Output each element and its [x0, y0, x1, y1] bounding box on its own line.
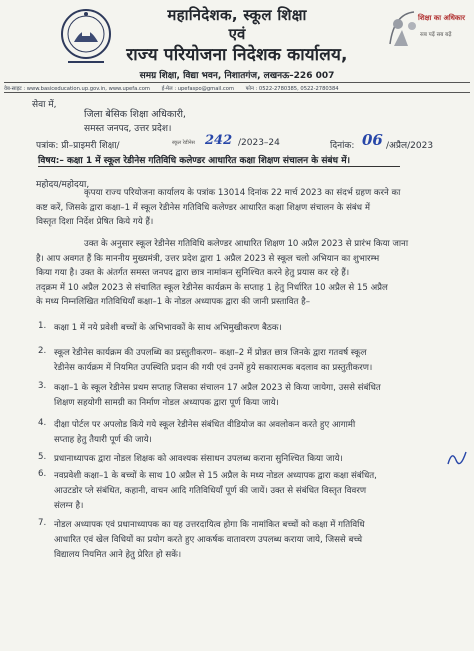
handwritten-initial-icon [446, 448, 468, 468]
date-rest: /अप्रैल/2023 [386, 141, 434, 151]
header-line-3: राज्य परियोजना निदेशक कार्यालय, [126, 45, 348, 65]
list-item-number: 6. [38, 469, 47, 479]
subject-line: विषय:– कक्षा 1 में स्कूल रेडीनेस गतिविधि कलेण्डर आधारित कक्षा शिक्षण संचालन के संबंध में। [38, 156, 351, 166]
date-label: दिनांक: [330, 141, 355, 151]
list-item-number: 3. [38, 381, 47, 391]
list-item-line: सप्ताह हेतु तैयारी पूर्ण की जाये। [54, 435, 152, 445]
recipient-line-1: जिला बेसिक शिक्षा अधिकारी, [84, 109, 186, 120]
ref-year: /2023–24 [238, 138, 280, 148]
list-item-line: दीक्षा पोर्टल पर अपलोड किये गये स्कूल रेडीनेस संबंधित वीडियोज का अवलोकन करते हुए आगामी [54, 420, 356, 430]
list-item-line: संलग्न है। [54, 501, 84, 511]
paragraph-2-line: किया गया है। उक्त के अंतर्गत समस्त जनपद द्वारा छात्र नामांकन सुनिश्चित करने हेतु प्रयास कर रहे हैं। [36, 268, 350, 279]
header-line-2: एवं [228, 25, 246, 43]
paragraph-1-line: कष्ट करें, जिसके द्वारा कक्षा–1 में स्कूल रेडीनेस गतिविधि कलेण्डर आधारित कक्षा शिक्षण संचालन के संबंध में [36, 202, 370, 213]
ref-small-label: स्कूल रेडीनेस [172, 140, 195, 146]
contact-phone: फोन : 0522-2780385, 0522-2780384 [245, 86, 339, 92]
salutation: महोदय/महोदया, [36, 180, 90, 190]
subject-underline [38, 166, 400, 167]
paragraph-2-line: के मध्य निम्नलिखित गतिविधियाँ कक्षा–1 के नोडल अध्यापक द्वारा की जानी प्रस्तावित है– [36, 297, 311, 308]
paragraph-1 [36, 186, 446, 230]
list-item-number: 7. [38, 518, 47, 528]
list-item-line: कक्षा–1 के स्कूल रेडीनेस प्रथम सप्ताह जिसका संचालन 17 अप्रैल 2023 से किया जायेगा, उससे संबंधित [54, 383, 381, 393]
list-item-line: रेडीनेस कार्यक्रम में नियमित उपस्थिति प्रदान की गयी एवं उनमें हुये सकारात्मक बदलाव का प्रस्तुतीकरण। [54, 363, 373, 373]
rte-logo-title: शिक्षा का अधिकार [418, 14, 465, 22]
salutation-sewa: सेवा में, [32, 100, 57, 110]
list-item-line: स्कूल रेडीनेस कार्यक्रम की उपलब्धि का प्रस्तुतीकरण– कक्षा–2 में प्रोन्नत छात्र जिनके द्वारा गतवर्ष स्कूल [54, 348, 367, 358]
contact-strip [4, 84, 470, 92]
contact-email: ई-मेल : upefaspo@gmail.com [161, 86, 234, 92]
date-day-handwritten: 06 [362, 131, 383, 149]
contact-website: वेब-साइट : www.basiceducation.up.gov.in, www.upefa.com [4, 86, 150, 92]
paragraph-2-line: तद्‌क्रम में 10 अप्रैल 2023 से संचालित स्कूल रेडीनेस कार्यक्रम के सप्ताह 1 हेतु निर्धारित 10 अप्रैल से 15 अप्रैल [36, 282, 388, 293]
list-item-line: प्रधानाध्यापक द्वारा नोडल शिक्षक को आवश्यक संसाधन उपलब्ध कराना सुनिश्चित किया जाये। [54, 454, 343, 464]
ref-number-handwritten: 242 [205, 133, 233, 148]
paragraph-2-line: है। आप अवगत हैं कि माननीय मुख्यमंत्री, उत्तर प्रदेश द्वारा 1 अप्रैल 2023 से स्कूल चलो अभियान का शुभारम्भ [36, 253, 380, 264]
list-item-number: 4. [38, 418, 47, 428]
recipient-line-2: समस्त जनपद, उत्तर प्रदेश। [84, 124, 172, 134]
header-rule-bottom [4, 92, 470, 93]
list-item-line: शिक्षण सहयोगी सामग्री का निर्माण नोडल अध्यापक द्वारा पूर्ण किया जाये। [54, 398, 279, 408]
list-item-number: 1. [38, 321, 47, 331]
header-line-1: महानिदेशक, स्कूल शिक्षा [167, 6, 307, 24]
ref-label: पत्रांक: प्री–प्राइमरी शिक्षा/ [36, 141, 120, 151]
paragraph-2-line: उक्त के अनुसार स्कूल रेडीनेस गतिविधि कलेण्डर आधारित शिक्षण 10 अप्रैल 2023 से प्रारंभ किया जाना [84, 239, 409, 249]
list-item-line: नवप्रवेशी कक्षा–1 के बच्चों के साथ 10 अप्रैल से 15 अप्रैल के मध्य नोडल अध्यापक द्वारा कक्षा संबंधित, [54, 471, 377, 481]
rte-logo-tagline: सब पढ़ें सब बढ़ें [420, 32, 452, 38]
paragraph-2 [36, 237, 446, 310]
list-item-line: विद्यालय नियमित आने हेतु प्रेरित हो सकें। [54, 550, 182, 560]
list-item-number: 2. [38, 346, 47, 356]
header-rule-top [4, 82, 470, 83]
list-item-line: कक्षा 1 में नये प्रवेशी बच्चों के अभिभावकों के साथ अभिमुखीकरण बैठक। [54, 323, 282, 333]
list-item-line: नोडल अध्यापक एवं प्रधानाध्यापक का यह उत्तरदायित्व होगा कि नामांकित बच्चों को कक्षा में गतिविधि [54, 520, 365, 530]
paragraph-1-line: विस्तृत दिशा निर्देश प्रेषित किये गये हैं। [36, 217, 154, 228]
list-item-line: आउटडोर प्ले संबंधित, कहानी, वाचन आदि गतिविधियाँ पूर्ण की जायें। उक्त से संबंधित विस्तृत विवरण [54, 486, 367, 496]
list-item-line: आधारित एवं खेल विधियों का प्रयोग करते हुए आकर्षक वातावरण उपलब्ध कराया जाये, जिससे बच्चे [54, 535, 363, 545]
paragraph-1-line: कृपया राज्य परियोजना कार्यालय के पत्रांक 13014 दिनांक 22 मार्च 2023 का संदर्भ ग्रहण करने का [84, 188, 401, 198]
header-address: समग्र शिक्षा, विद्या भवन, निशातगंज, लखनऊ–226 007 [139, 71, 335, 81]
list-item-number: 5. [38, 452, 47, 462]
